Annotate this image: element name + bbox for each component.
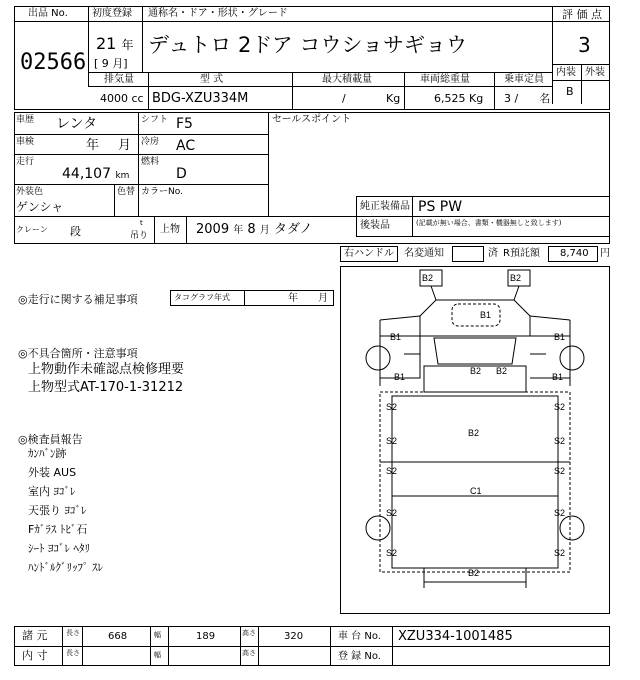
inspector-line-3: 室内 ﾖｺﾞﾚ xyxy=(28,485,76,498)
color-code-label: カラーNo. xyxy=(141,187,183,197)
inspector-line-1: ｶﾝﾊﾞﾝ跡 xyxy=(28,447,67,460)
inner-height-label: 高さ xyxy=(242,649,256,657)
deposit-unit: 円 xyxy=(600,248,610,259)
inspector-line-2: 外装 AUS xyxy=(28,466,77,479)
height-label: 高さ xyxy=(242,629,256,637)
history-label: 車歴 xyxy=(16,115,35,125)
inspector-line-4: 天張り ﾖｺﾞﾚ xyxy=(28,504,87,517)
first-reg-year: 21 年 xyxy=(96,34,134,53)
interior-value: B xyxy=(566,85,574,98)
inner-width-label: 幅 xyxy=(154,651,161,659)
defects-label: ◎不具合箇所・注意事項 xyxy=(18,347,138,360)
tacho-month: 月 xyxy=(318,293,328,304)
grade-value: 3 xyxy=(578,33,591,57)
aftermarket-label: 後装品 xyxy=(360,220,390,231)
displacement-value: 4000 cc xyxy=(100,92,144,105)
mark-c1-bed: C1 xyxy=(470,486,482,496)
deposit-value: 8,740 xyxy=(560,248,589,259)
gross-weight-value: 6,525 Kg xyxy=(434,92,484,105)
displacement-label: 排気量 xyxy=(104,74,134,85)
shift-label: シフト xyxy=(141,115,169,125)
dims-label: 諸 元 xyxy=(22,629,48,642)
mark-b2-cab-left: B2 xyxy=(470,366,482,376)
inner-label: 内 寸 xyxy=(22,649,48,662)
mark-b2-top-left: B2 xyxy=(422,273,434,283)
driving-notes-label: ◎走行に関する補足事項 xyxy=(18,293,138,306)
aftermarket-note: (記載が無い場合、書類・機器無しと致します) xyxy=(416,219,562,227)
model-name-label: 通称名・ドア・形状・グレード xyxy=(148,8,288,19)
mark-b1-roof: B1 xyxy=(480,310,492,320)
ac-value: AC xyxy=(176,138,196,154)
mark-b1-left-upper: B1 xyxy=(390,332,402,342)
mark-b1-right-door: B1 xyxy=(552,372,564,382)
inspector-label: ◎検査員報告 xyxy=(18,433,83,446)
max-load-value: / xyxy=(342,92,346,105)
mark-s2-right-1: S2 xyxy=(554,402,566,412)
body-info: 2009 年 8 月 タダノ xyxy=(196,222,313,237)
width-value: 189 xyxy=(196,631,216,642)
lot-label: 出品 No. xyxy=(28,8,68,19)
sales-point-label: セールスポイント xyxy=(272,114,352,125)
tacho-label: タコグラフ年式 xyxy=(174,293,230,302)
mark-b2-bed-center: B2 xyxy=(468,428,480,438)
inspection-label: 車検 xyxy=(16,137,35,147)
mark-b2-cab-right: B2 xyxy=(496,366,508,376)
mark-s2-right-4: S2 xyxy=(554,508,566,518)
max-load-unit: Kg xyxy=(386,92,401,105)
inspector-line-6: ｼｰﾄ ﾖｺﾞﾚ ﾍﾀﾘ xyxy=(28,542,90,555)
vehicle-damage-diagram xyxy=(340,266,610,614)
model-type-label: 型 式 xyxy=(200,74,224,85)
width-label: 幅 xyxy=(154,631,161,639)
height-value: 320 xyxy=(284,631,304,642)
equipment-label: 純正装備品 xyxy=(360,201,410,212)
chassis-value: XZU334-1001485 xyxy=(398,629,513,644)
crane-label: クレーン xyxy=(16,225,48,234)
length-label: 長さ xyxy=(66,629,80,637)
meter-change-label: 名変通知 xyxy=(404,248,444,259)
shift-value: F5 xyxy=(176,116,193,132)
interior-label: 内装 xyxy=(556,67,576,78)
capacity-label: 乗車定員 xyxy=(504,74,544,85)
mark-s2-left-5: S2 xyxy=(386,548,398,558)
fuel-value: D xyxy=(176,166,187,182)
history-value: レンタ xyxy=(56,116,98,132)
meter-change-box xyxy=(452,246,484,262)
crane-ton: t xyxy=(140,219,143,227)
inspector-line-5: Fｶﾞﾗｽ ﾄﾋﾞ石 xyxy=(28,523,88,536)
mileage-value: 44,107 km xyxy=(62,166,130,182)
inspection-year: 年 xyxy=(86,138,100,153)
fuel-label: 燃料 xyxy=(141,157,160,167)
inspection-month: 月 xyxy=(118,138,132,153)
model-type-value: BDG-XZU334M xyxy=(152,91,249,106)
mark-b2-top-right: B2 xyxy=(510,273,522,283)
body-label: 上物 xyxy=(160,224,180,235)
first-reg-label: 初度登録 xyxy=(92,8,132,19)
deposit-label: R預託額 xyxy=(503,248,540,259)
ext-color-label: 外装色 xyxy=(16,187,44,197)
mark-s2-left-1: S2 xyxy=(386,402,398,412)
inspector-line-7: ﾊﾝﾄﾞﾙｸﾞﾘｯﾌﾟ ｽﾚ xyxy=(28,561,103,574)
ext-color-value: ゲンシャ xyxy=(16,200,64,214)
equipment-value: PS PW xyxy=(418,199,463,215)
exterior-label: 外装 xyxy=(585,67,605,78)
chassis-label: 車 台 No. xyxy=(338,631,381,642)
defect-line-1: 上物動作未確認点検修理要 xyxy=(28,362,185,377)
mark-b1-right-upper: B1 xyxy=(554,332,566,342)
steering-value: 右ハンドル xyxy=(344,248,394,259)
reg-label: 登 録 No. xyxy=(338,651,381,662)
mark-s2-right-3: S2 xyxy=(554,466,566,476)
mark-b1-left-door: B1 xyxy=(394,372,406,382)
lot-number: 02566 xyxy=(20,50,87,75)
gross-weight-label: 車両総重量 xyxy=(420,74,470,85)
first-reg-month: [ 9 月] xyxy=(94,57,128,70)
mark-s2-left-3: S2 xyxy=(386,466,398,476)
crane-stage: 段 xyxy=(70,225,81,238)
car-name: デュトロ 2ドア コウショサギョウ xyxy=(148,33,468,57)
defect-line-2: 上物型式AT-170-1-31212 xyxy=(28,380,184,395)
tacho-year: 年 xyxy=(288,293,298,304)
mark-s2-right-2: S2 xyxy=(554,436,566,446)
length-value: 668 xyxy=(108,631,128,642)
dist-small: 済 xyxy=(488,248,498,259)
mark-s2-left-2: S2 xyxy=(386,436,398,446)
max-load-label: 最大積載量 xyxy=(322,74,372,85)
capacity-value: 3 / 名 xyxy=(504,92,551,105)
grade-label: 評 価 点 xyxy=(562,8,602,21)
mileage-label: 走行 xyxy=(16,157,35,167)
ac-label: 冷房 xyxy=(141,137,160,147)
inner-length-label: 長さ xyxy=(66,649,80,657)
crane-lift: 吊り xyxy=(130,231,149,241)
mark-b2-rear: B2 xyxy=(468,568,480,578)
mark-s2-right-5: S2 xyxy=(554,548,566,558)
mark-s2-left-4: S2 xyxy=(386,508,398,518)
color-no-label: 色替 xyxy=(117,187,136,197)
